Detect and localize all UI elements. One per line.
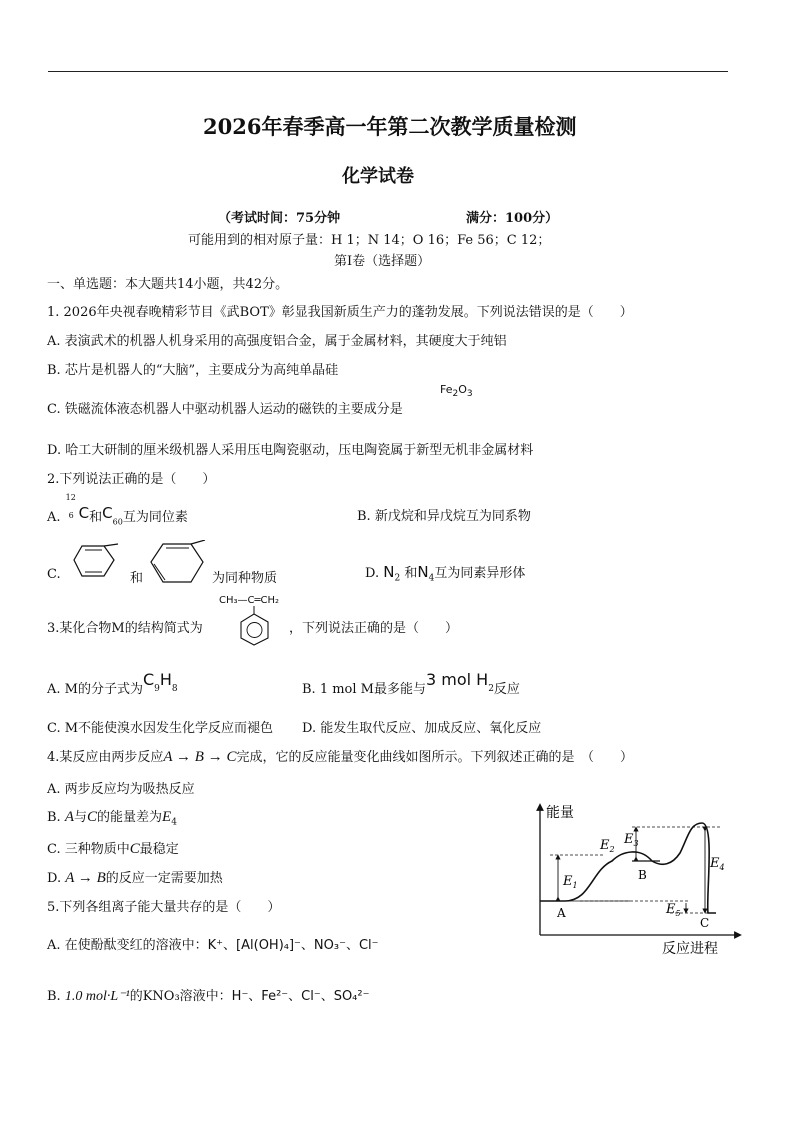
point-b: B (638, 868, 647, 882)
q3-benzene-ring (238, 606, 274, 646)
q3-option-d: D. 能发生取代反应、加成反应、氧化反应 (302, 721, 542, 736)
q3-structure-text: CH₃—C═CH₂ (219, 595, 280, 606)
q3-option-b: B. 1 mol M最多能与3 mol $H_2$反应 (302, 670, 520, 697)
label-e1: $E_1$ (563, 874, 578, 890)
q2-stem: 2.下列说法正确的是（ ） (47, 472, 216, 487)
q4-option-c: C. 三种物质中C最稳定 (47, 841, 179, 857)
section-title: 一、单选题：本大题共14小题，共42分。 (47, 277, 289, 292)
exam-score: 满分：100分） (466, 211, 559, 226)
q4-option-a: A. 两步反应均为吸热反应 (47, 782, 195, 797)
q1-option-c: C. 铁磁流体液态机器人中驱动机器人运动的磁铁的主要成分是 (47, 402, 403, 417)
top-rule (48, 71, 728, 72)
q3-option-a: A. M的分子式为$C_9H_8$ (47, 670, 178, 697)
q2-option-d: D. $N_2$ 和$N_4$互为同素异形体 (365, 563, 526, 584)
label-e3: $E_3$ (624, 832, 639, 848)
q2-c-structure-1 (70, 540, 130, 582)
q4-stem: 4.某反应由两步反应A → B → C完成，它的反应能量变化曲线如图所示。下列叙述正确的是 （ ） (47, 749, 633, 765)
atomic-masses: 可能用到的相对原子量：H 1；N 14；O 16；Fe 56；C 12； (188, 233, 551, 248)
energy-diagram (520, 795, 760, 965)
exam-title: 2026年春季高一年第二次教学质量检测 (203, 114, 577, 139)
q5-stem: 5.下列各组离子能大量共存的是（ ） (47, 900, 281, 915)
label-e5: $E_5$ (666, 902, 681, 918)
q1-option-b: B. 芯片是机器人的“大脑”，主要成分为高纯单晶硅 (47, 363, 339, 378)
y-axis-label: 能量 (546, 805, 574, 821)
q2-option-c-label: C. (47, 567, 61, 582)
q1-stem: 1. 2026年央视春晚精彩节目《武BOT》彰显我国新质生产力的蓬勃发展。下列说法错误的是（ ） (47, 305, 633, 320)
q5-option-b: B. 1.0 mol·L⁻¹的KNO₃溶液中：H⁻、Fe²⁻、Cl⁻、SO₄²⁻ (47, 989, 370, 1004)
q3-stem-pre: 3.某化合物M的结构简式为 (47, 621, 203, 636)
point-c: C (700, 916, 710, 930)
q2-option-a: A. 12 6 C和$C_{60}$互为同位素 (47, 493, 188, 527)
label-e4: $E_4$ (710, 856, 725, 872)
q5-option-a: A. 在使酚酞变红的溶液中：K⁺、[Al(OH)₄]⁻、NO₃⁻、Cl⁻ (47, 938, 379, 953)
subject-title: 化学试卷 (342, 166, 414, 187)
q4-option-d: D. A → B的反应一定需要加热 (47, 870, 223, 886)
x-axis-label: 反应进程 (662, 941, 718, 957)
q1-option-d: D. 哈工大研制的厘米级机器人采用压电陶瓷驱动，压电陶瓷属于新型无机非金属材料 (47, 443, 534, 458)
point-a: A (557, 906, 566, 920)
q2-c-structure-2 (145, 540, 215, 588)
q1-c-formula: $Fe_2O_3$ (440, 383, 473, 400)
q1-option-a: A. 表演武术的机器人机身采用的高强度铝合金，属于金属材料，其硬度大于纯铝 (47, 334, 507, 349)
exam-time: （考试时间：75分钟 (218, 211, 341, 226)
q2-c-and: 和 (130, 571, 144, 586)
q2-option-b: B. 新戊烷和异戊烷互为同系物 (357, 509, 531, 524)
q3-option-c: C. M不能使溴水因发生化学反应而褪色 (47, 721, 274, 736)
label-e2: $E_2$ (600, 838, 615, 854)
q4-option-b: B. A与C的能量差为$E_4$ (47, 809, 177, 828)
part-title: 第Ⅰ卷（选择题） (334, 254, 431, 269)
q2-c-text: 为同种物质 (212, 571, 278, 586)
q3-stem-post: ，下列说法正确的是（ ） (289, 621, 459, 636)
